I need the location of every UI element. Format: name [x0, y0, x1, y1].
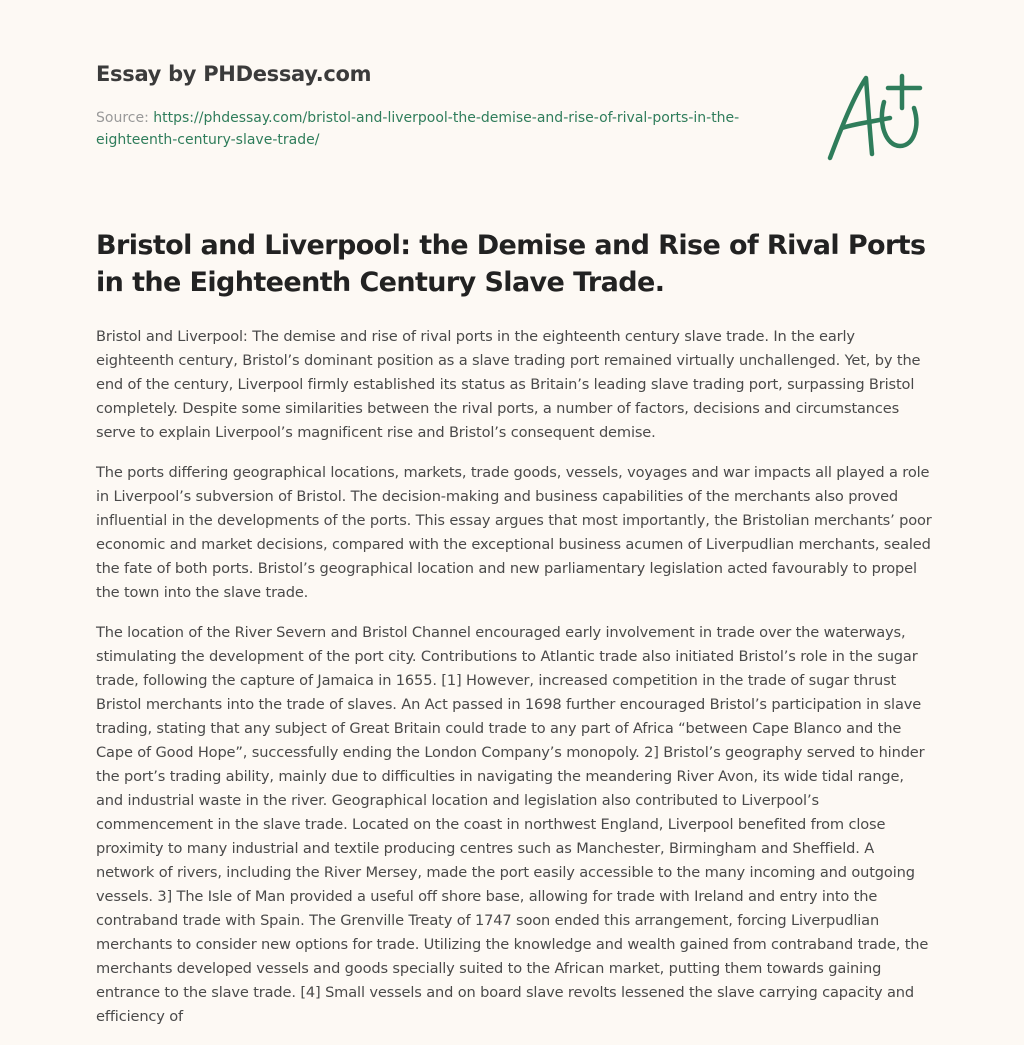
- a-plus-logo-icon: [822, 66, 932, 166]
- source-link[interactable]: https://phdessay.com/bristol-and-liverpool-the-demise-and-rise-of-rival-ports-in-the-eighteenth-century-slave-trade/: [96, 110, 740, 148]
- essay-paragraph-3: The location of the River Severn and Bristol Channel encouraged early involvement in trade over the waterways, stimulating the development of the port city. Contributions to Atlantic trade also initiated Bristol’s role in the sugar trade, following the capture of Jamaica in 1655. [1] However, increased competition in the trade of sugar thrust Bristol merchants into the trade of slaves. An Act passed in 1698 further encouraged Bristol’s participation in slave trading, stating that any subject of Great Britain could trade to any part of Africa “between Cape Blanco and the Cape of Good Hope”, successfully ending the London Company’s monopoly. 2] Bristol’s geography served to hinder the port’s trading ability, mainly due to difficulties in navigating the meandering River Avon, its wide tidal range, and industrial waste in the river. Geographical location and legislation also contributed to Liverpool’s commencement in the slave trade. Located on the coast in northwest England, Liverpool benefited from close proximity to many industrial and textile producing centres such as Manchester, Birmingham and Sheffield. A network of rivers, including the River Mersey, made the port easily accessible to the many incoming and outgoing vessels. 3] The Isle of Man provided a useful off shore base, allowing for trade with Ireland and entry into the contraband trade with Spain. The Grenville Treaty of 1747 soon ended this arrangement, forcing Liverpudlian merchants to consider new options for trade. Utilizing the knowledge and wealth gained from contraband trade, the merchants developed vessels and goods specially suited to the African market, putting them towards gaining entrance to the slave trade. [4] Small vessels and on board slave revolts lessened the slave carrying capacity and efficiency of: [96, 624, 929, 1025]
- source-line: [96, 107, 776, 151]
- source-label: Source:: [96, 110, 149, 126]
- site-title: Essay by PHDessay.com: [96, 62, 372, 86]
- essay-body: [96, 325, 934, 1045]
- essay-paragraph-1: Bristol and Liverpool: The demise and rise of rival ports in the eighteenth century slave trade. In the early eighteenth century, Bristol’s dominant position as a slave trading port remained virtually unchallenged. Yet, by the end of the century, Liverpool firmly established its status as Britain’s leading slave trading port, surpassing Bristol completely. Despite some similarities between the rival ports, a number of factors, decisions and circumstances serve to explain Liverpool’s magnificent rise and Bristol’s consequent demise.: [96, 328, 921, 441]
- essay-title: Bristol and Liverpool: the Demise and Rise of Rival Ports in the Eighteenth Century Slave Trade.: [96, 230, 926, 298]
- header: [96, 62, 796, 151]
- essay-paragraph-2: The ports differing geographical locations, markets, trade goods, vessels, voyages and war impacts all played a role in Liverpool’s subversion of Bristol. The decision-making and business capabilities of the merchants also proved influential in the developments of the ports. This essay argues that most importantly, the Bristolian merchants’ poor economic and market decisions, compared with the exceptional business acumen of Liverpudlian merchants, sealed the fate of both ports. Bristol’s geographical location and new parliamentary legislation acted favourably to propel the town into the slave trade.: [96, 464, 932, 601]
